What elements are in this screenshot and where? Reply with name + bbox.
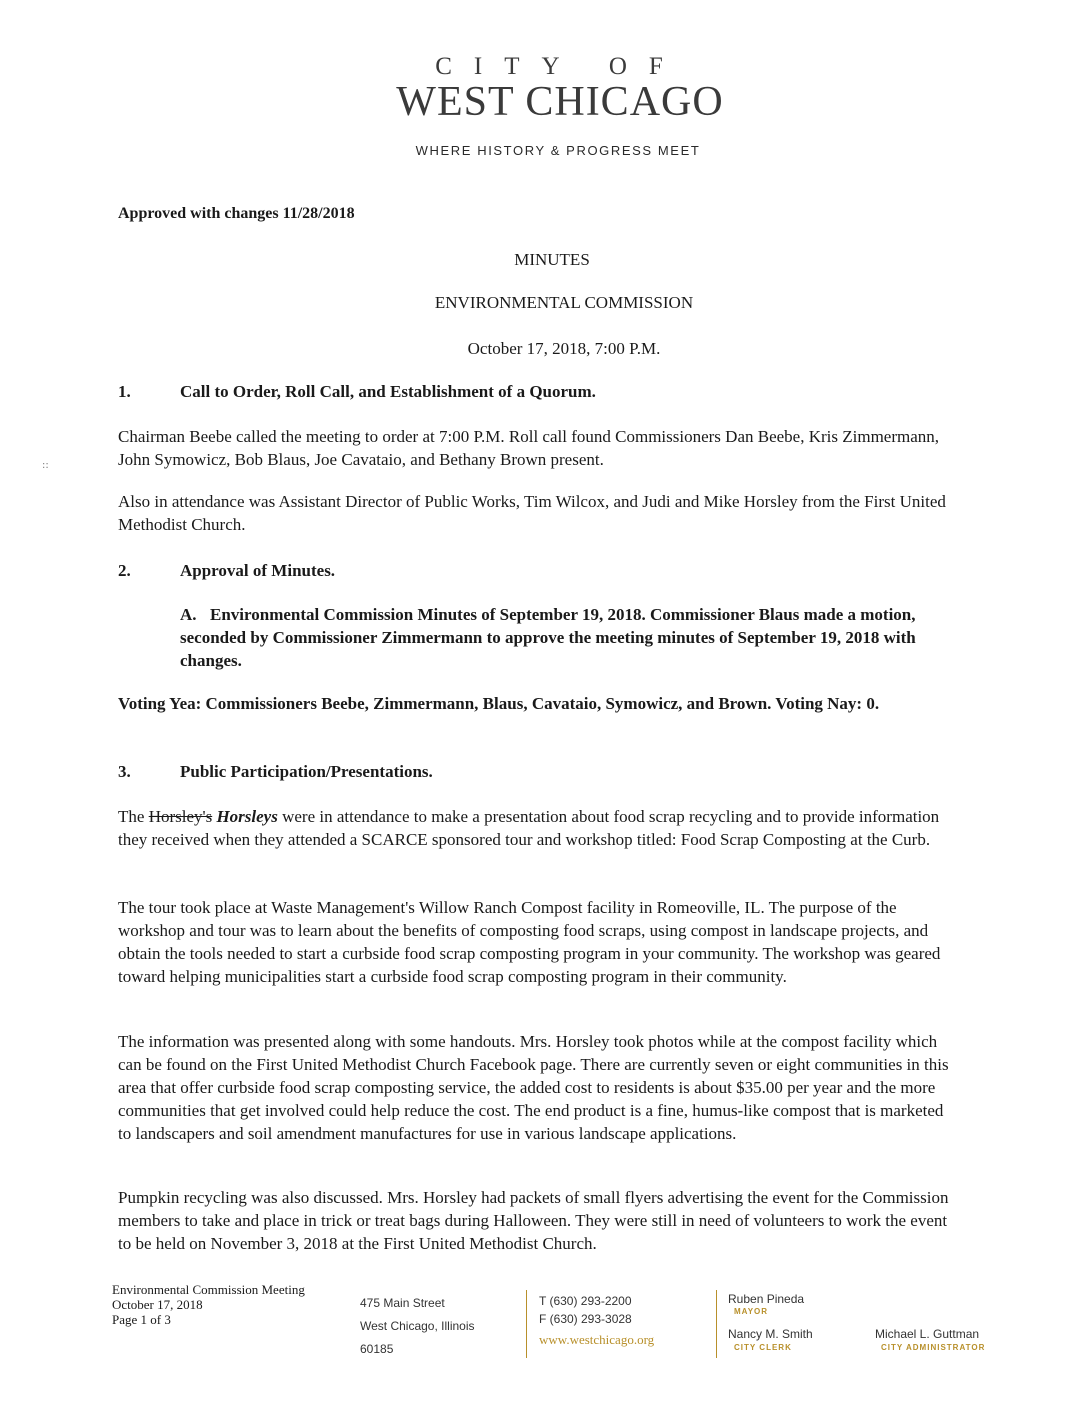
presentation-paragraph: [118, 805, 950, 851]
section-number: 3.: [118, 762, 131, 781]
footer-website-link[interactable]: www.westchicago.org: [539, 1332, 655, 1347]
inserted-text: Horsleys: [216, 807, 278, 826]
footer-phone: T (630) 293-2200: [539, 1294, 632, 1308]
clerk-title: CITY CLERK: [734, 1343, 792, 1352]
section-title: Public Participation/Presentations.: [180, 762, 433, 781]
administrator-title: CITY ADMINISTRATOR: [881, 1343, 986, 1352]
text-run: were in attendance to make a presentation about food scrap recycling and to provide information they received when they attended a SCARCE sponsored tour and workshop titled: Food Scrap Composting at the Curb.: [118, 807, 940, 849]
vote-paragraph: Voting Yea: Commissioners Beebe, Zimmermann, Blaus, Cavataio, Symowicz, and Brown. Voting Nay: 0.: [118, 694, 880, 713]
approval-note: Approved with changes 11/28/2018: [118, 205, 355, 222]
struck-text: Horsley's: [148, 807, 213, 826]
footer-page: Page 1 of 3: [112, 1312, 171, 1327]
margin-mark: ::: [42, 460, 49, 471]
letterhead-city-name: WEST CHICAGO: [396, 79, 724, 125]
mayor-title: MAYOR: [734, 1307, 769, 1316]
section-3-heading: [118, 762, 433, 782]
letterhead: [0, 54, 1088, 158]
footer-city: West Chicago, Illinois: [360, 1319, 475, 1333]
item-label: A.: [180, 605, 197, 624]
item-2a: [180, 603, 948, 672]
letterhead-city-of: CITY OF: [435, 53, 685, 80]
section-number: 1.: [118, 382, 131, 401]
pumpkin-paragraph: Pumpkin recycling was also discussed. Mrs. Horsley had packets of small flyers advertising the event for the Commission members to take and place in trick or treat bags during Halloween. They were still in need of volunteers to work the event to be held on November 3, 2018 at the First United Methodist Church.: [118, 1188, 949, 1253]
doc-title: MINUTES: [514, 250, 590, 269]
tour-paragraph: The tour took place at Waste Management's Willow Ranch Compost facility in Romeoville, IL. The purpose of the workshop and tour was to learn about the benefits of composting food scraps, using compost in landscape projects, and obtain the tools needed to start a curbside food scrap composting program in your community. The workshop was geared toward helping municipalities start a curbside food scrap composting program in their community.: [118, 898, 941, 986]
text-run: The: [118, 807, 149, 826]
section-2-heading: [118, 561, 335, 581]
section-title: Call to Order, Roll Call, and Establishment of a Quorum.: [180, 382, 596, 401]
footer-street: 475 Main Street: [360, 1296, 445, 1310]
footer-divider: [716, 1290, 717, 1358]
administrator-name: Michael L. Guttman: [875, 1327, 980, 1341]
meeting-date: October 17, 2018, 7:00 P.M.: [467, 339, 661, 358]
footer-zip: 60185: [360, 1342, 394, 1356]
section-1-heading: [118, 382, 596, 402]
information-paragraph: The information was presented along with some handouts. Mrs. Horsley took photos while at the compost facility which can be found on the First United Methodist Church Facebook page. There are currently seven or eight communities in this area that offer curbside food scrap composting service, the added cost to residents is about $35.00 per year and the more communities that get involved could help reduce the cost. The end product is a fine, humus-like compost that is marketed to landscapers and soil amendment manufactures for use in various landscape applications.: [118, 1032, 949, 1143]
item-text: Environmental Commission Minutes of September 19, 2018. Commissioner Blaus made a motion, seconded by Commissioner Zimmermann to approve the meeting minutes of September 19, 2018 with changes.: [180, 605, 916, 670]
footer-meeting: Environmental Commission Meeting: [112, 1282, 305, 1297]
mayor-name: Ruben Pineda: [728, 1292, 805, 1306]
section-number: 2.: [118, 561, 131, 580]
footer-divider: [526, 1290, 527, 1358]
footer-address: [360, 1292, 475, 1361]
clerk-name: Nancy M. Smith: [728, 1327, 813, 1341]
attendance-paragraph: Also in attendance was Assistant Director of Public Works, Tim Wilcox, and Judi and Mike Horsley from the First United Methodist Church.: [118, 492, 946, 534]
commission-name: ENVIRONMENTAL COMMISSION: [434, 293, 694, 312]
footer-fax: F (630) 293-3028: [539, 1312, 632, 1326]
roll-call-paragraph: Chairman Beebe called the meeting to order at 7:00 P.M. Roll call found Commissioners Dan Beebe, Kris Zimmermann, John Symowicz, Bob Blaus, Joe Cavataio, and Bethany Brown present.: [118, 427, 940, 469]
footer-meeting-info: [112, 1282, 305, 1327]
footer-date: October 17, 2018: [112, 1297, 203, 1312]
footer-phones: [539, 1292, 632, 1328]
letterhead-tagline: WHERE HISTORY & PROGRESS MEET: [415, 143, 701, 158]
section-title: Approval of Minutes.: [180, 561, 336, 580]
